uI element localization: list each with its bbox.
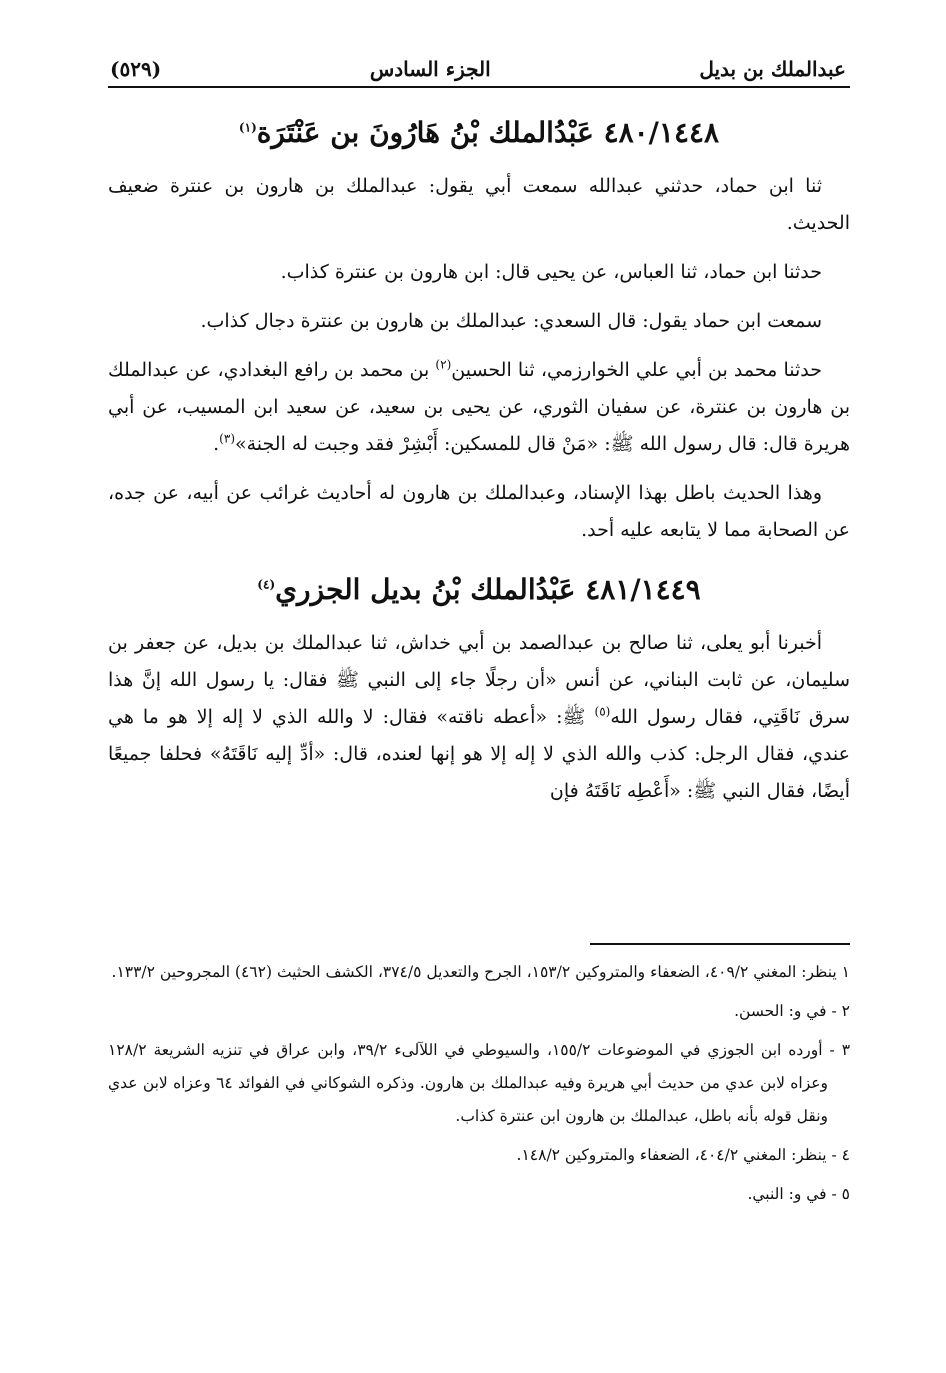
entry-heading-text: ٤٨١/١٤٤٩ عَبْدُالملك بْنُ بديل الجزري — [275, 573, 701, 606]
footnote: ٢ - في و: الحسن. — [734, 1002, 850, 1020]
text-run: . — [213, 433, 220, 455]
header-entry-name: عبدالملك بن بديل — [699, 57, 846, 81]
header-rule — [108, 86, 850, 88]
hadith-paragraph — [108, 625, 850, 810]
paragraph: حدثنا ابن حماد، ثنا العباس، عن يحيى قال: ابن هارون بن عنترة كذاب. — [280, 261, 822, 283]
footnote: ٣ - أورده ابن الجوزي في الموضوعات ١٥٥/٢، والسيوطي في اللآلىء ٣٩/٢، وابن عراق في تنزيه الشريعة ١٢٨/٢ وعزاه لابن عدي من حديث أبي هريرة وفيه عبدالملك بن هارون. وذكره الشوكاني في الفوائد ٦٤ وعزاه لابن عدي ونقل قوله بأنه باطل، عبدالملك بن هارون ابن عنترة كذاب. — [108, 1041, 851, 1125]
text-run: بن محمد بن رافع البغدادي، عن عبدالملك بن هارون بن عنترة، عن سفيان الثوري، عن يحيى بن سعيد، عن سعيد ابن المسيب، عن أبي هريرة قال: قال رسول الله ﷺ: «مَنْ قال للمسكين: أَبْشِرْ فقد وجبت له الجنة» — [108, 359, 850, 455]
footnote-ref: (١) — [238, 120, 257, 135]
footnote: ٥ - في و: النبي. — [747, 1185, 850, 1203]
text-run: أخبرنا أبو يعلى، ثنا صالح بن عبدالصمد بن أبي خداش، ثنا عبدالملك بن بديل، عن جعفر بن سليمان، عن ثابت البناني، عن أنس «أن رجلًا جاء إلى النبي ﷺ فقال: يا رسول الله إنَّ هذا سرق نَاقَتِي، فقال رسول الله — [108, 632, 851, 728]
text-run: ﷺ: «أعطه ناقته» فقال: لا والله الذي لا إله إلا هو ما هي عندي، فقال الرجل: كذب والله الذي لا إله إلا هو إنها لعنده، قال: «أدِّ إليه نَاقَتَهُ» فحلفا جميعًا أيضًا، فقال النبي ﷺ: «أَعْطِه نَاقَتَهُ فإن — [108, 706, 850, 802]
footnote-ref: (٤) — [257, 577, 276, 592]
running-header — [110, 52, 846, 86]
footnote: ٤ - ينظر: المغني ٤٠٤/٢، الضعفاء والمتروكين ١٤٨/٢. — [516, 1146, 850, 1164]
header-volume: الجزء السادس — [369, 57, 491, 81]
footnote-rule — [590, 943, 850, 945]
paragraph: سمعت ابن حماد يقول: قال السعدي: عبدالملك بن هارون بن عنترة دجال كذاب. — [200, 310, 822, 332]
entry-heading-480 — [108, 104, 850, 162]
entry-heading-text: ٤٨٠/١٤٤٨ عَبْدُالملك بْنُ هَارُونَ بن عَنْتَرَة — [256, 116, 720, 149]
footnotes — [108, 956, 850, 1217]
footnote-ref: (٢) — [435, 357, 452, 372]
footnote-ref: (٣) — [219, 431, 235, 446]
page-number: (٥٢٩) — [110, 57, 162, 81]
text-run: حدثنا محمد بن أبي علي الخوارزمي، ثنا الحسين — [451, 359, 822, 381]
hadith-paragraph — [108, 352, 850, 463]
footnote-ref: (٥) — [594, 704, 611, 719]
main-text — [108, 100, 850, 822]
footnote: ١ ينظر: المغني ٤٠٩/٢، الضعفاء والمتروكين ١٥٣/٢، الجرح والتعديل ٣٧٤/٥، الكشف الحثيث (٤٦٢) المجروحين ١٣٣/٢. — [111, 963, 850, 981]
paragraph: وهذا الحديث باطل بهذا الإسناد، وعبدالملك بن هارون له أحاديث غرائب عن أبيه، عن جده، عن الصحابة مما لا يتابعه عليه أحد. — [108, 482, 850, 541]
entry-heading-481 — [108, 561, 850, 619]
paragraph: ثنا ابن حماد، حدثني عبدالله سمعت أبي يقول: عبدالملك بن هارون بن عنترة ضعيف الحديث. — [108, 175, 850, 234]
